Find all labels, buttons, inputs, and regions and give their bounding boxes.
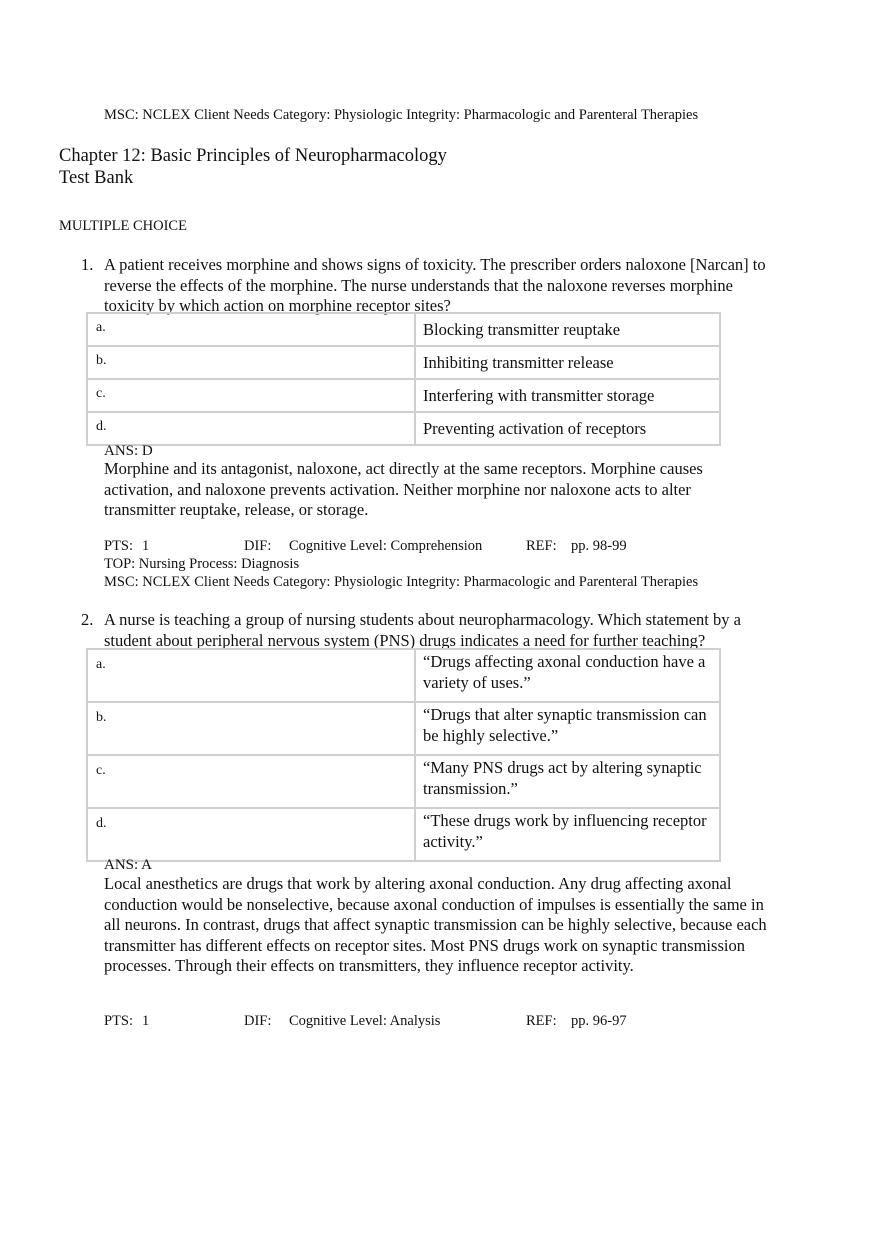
option-text: “Drugs that alter synaptic transmission can be highly selective.” bbox=[415, 702, 720, 755]
option-letter: b. bbox=[87, 702, 415, 755]
chapter-title: Chapter 12: Basic Principles of Neuropharmacology bbox=[59, 146, 447, 166]
option-letter: b. bbox=[87, 346, 415, 379]
section-heading: MULTIPLE CHOICE bbox=[59, 218, 187, 234]
option-row[interactable] bbox=[87, 313, 720, 346]
option-letter: d. bbox=[87, 412, 415, 445]
option-text: “Drugs affecting axonal conduction have a variety of uses.” bbox=[415, 649, 720, 702]
points-difficulty-reference bbox=[104, 537, 627, 556]
topic: TOP: Nursing Process: Diagnosis bbox=[104, 556, 300, 572]
answer-key: ANS: D bbox=[104, 443, 153, 459]
answer-key: ANS: A bbox=[104, 857, 152, 873]
option-row[interactable] bbox=[87, 346, 720, 379]
pts-label: PTS: bbox=[104, 1013, 134, 1029]
ref-value: pp. 96-97 bbox=[571, 1013, 627, 1029]
ref-label: REF: bbox=[526, 1013, 557, 1029]
dif-label: DIF: bbox=[244, 538, 272, 554]
option-text: “These drugs work by influencing receptor activity.” bbox=[415, 808, 720, 861]
pts-value: 1 bbox=[142, 1013, 150, 1029]
option-letter: d. bbox=[87, 808, 415, 861]
question-stem: A patient receives morphine and shows signs of toxicity. The prescriber orders naloxone [Narcan] to reverse the effects of the morphine. The nurse understands that the naloxone reverses morphine toxicity by which action on morphine receptor sites? bbox=[104, 255, 766, 315]
option-text: Inhibiting transmitter release bbox=[415, 346, 720, 379]
option-row[interactable] bbox=[87, 649, 720, 702]
option-row[interactable] bbox=[87, 379, 720, 412]
option-row[interactable] bbox=[87, 412, 720, 445]
points-difficulty-reference bbox=[104, 1012, 627, 1031]
dif-value: Cognitive Level: Comprehension bbox=[289, 538, 483, 554]
option-letter: c. bbox=[87, 379, 415, 412]
option-text: “Many PNS drugs act by altering synaptic transmission.” bbox=[415, 755, 720, 808]
chapter-subtitle: Test Bank bbox=[59, 168, 134, 188]
option-letter: a. bbox=[87, 313, 415, 346]
answer-options-table bbox=[86, 648, 721, 862]
pts-label: PTS: bbox=[104, 538, 134, 554]
option-row[interactable] bbox=[87, 808, 720, 861]
msc-category: MSC: NCLEX Client Needs Category: Physiologic Integrity: Pharmacologic and Parenteral Therapies bbox=[104, 574, 699, 590]
ref-label: REF: bbox=[526, 538, 557, 554]
question-stem: A nurse is teaching a group of nursing students about neuropharmacology. Which statement by a student about peripheral nervous system (PNS) drugs indicates a need for further teaching? bbox=[104, 610, 741, 650]
pts-value: 1 bbox=[142, 538, 150, 554]
ref-value: pp. 98-99 bbox=[571, 538, 627, 554]
question-number: 1. bbox=[81, 255, 94, 274]
option-letter: c. bbox=[87, 755, 415, 808]
dif-label: DIF: bbox=[244, 1013, 272, 1029]
option-row[interactable] bbox=[87, 755, 720, 808]
dif-value: Cognitive Level: Analysis bbox=[289, 1013, 441, 1029]
option-text: Blocking transmitter reuptake bbox=[415, 313, 720, 346]
option-letter: a. bbox=[87, 649, 415, 702]
answer-options-table bbox=[86, 312, 721, 446]
option-text: Preventing activation of receptors bbox=[415, 412, 720, 445]
option-row[interactable] bbox=[87, 702, 720, 755]
rationale: Local anesthetics are drugs that work by altering axonal conduction. Any drug affecting axonal conduction would be nonselective, because axonal conduction of impulses is essentially the same in all neurons. In contrast, drugs that affect synaptic transmission can be highly selective, because each transmitter has different effects on receptor sites. Most PNS drugs work on synaptic transmission processes. Through their effects on transmitters, they influence receptor activity. bbox=[104, 874, 767, 975]
option-text: Interfering with transmitter storage bbox=[415, 379, 720, 412]
rationale: Morphine and its antagonist, naloxone, act directly at the same receptors. Morphine causes activation, and naloxone prevents activation. Neither morphine nor naloxone acts to alter transmitter reuptake, release, or storage. bbox=[104, 459, 703, 519]
question-number: 2. bbox=[81, 610, 94, 629]
previous-question-msc: MSC: NCLEX Client Needs Category: Physiologic Integrity: Pharmacologic and Parenteral Therapies bbox=[104, 107, 699, 123]
